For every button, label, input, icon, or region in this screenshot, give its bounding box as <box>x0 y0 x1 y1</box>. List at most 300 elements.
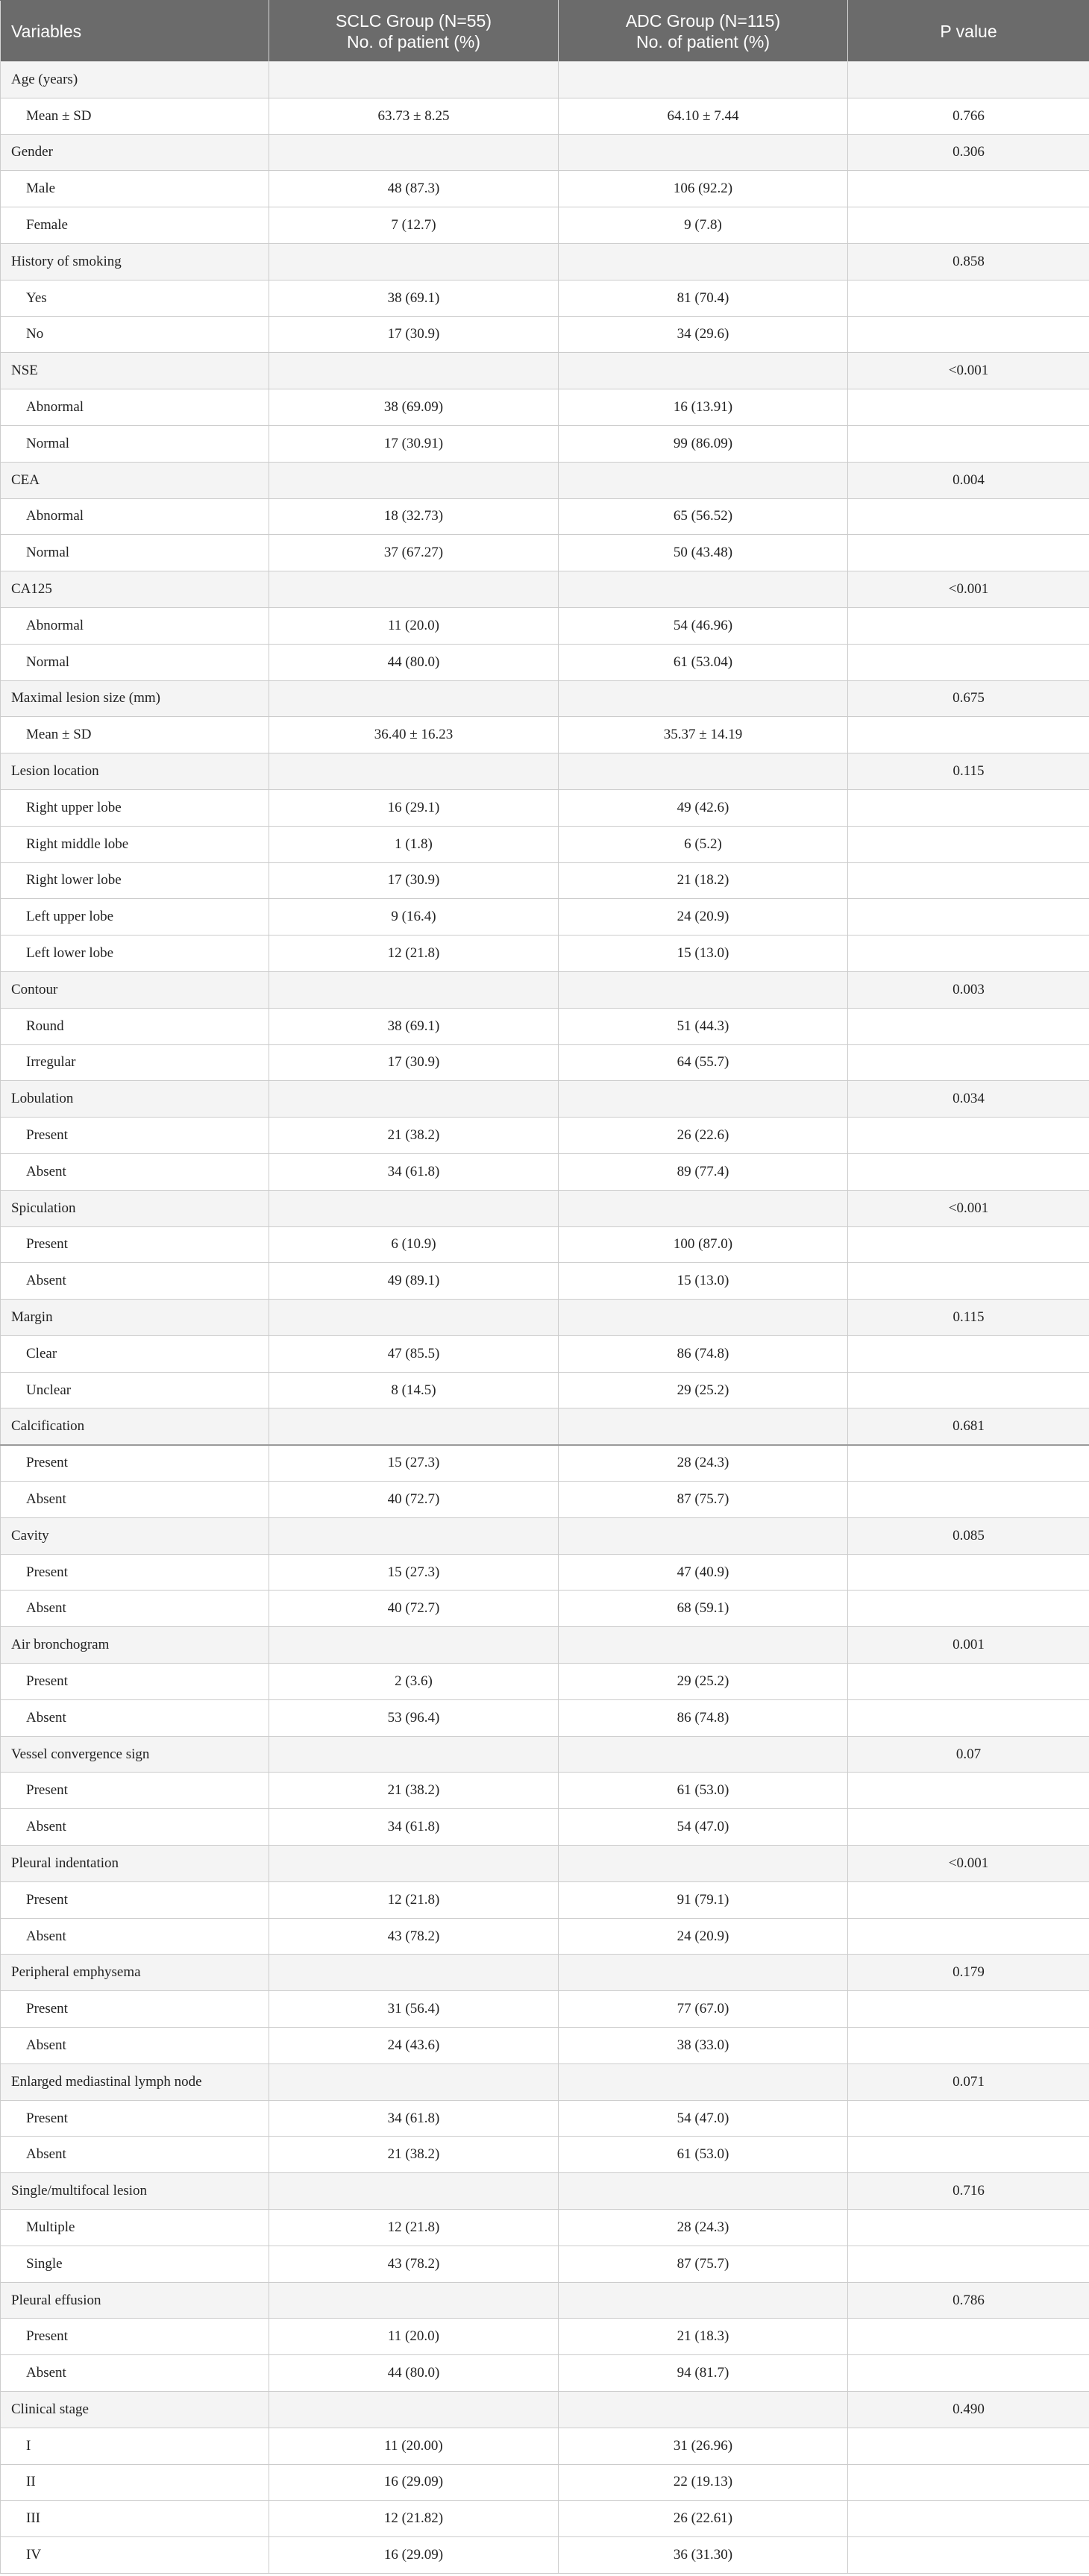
header-sclc-subtitle: No. of patient (%) <box>347 31 480 51</box>
table-row <box>1 425 1089 462</box>
sclc-value-cell: 11 (20.0) <box>269 2319 559 2355</box>
p-value-cell <box>848 2319 1089 2355</box>
sclc-value-cell: 16 (29.09) <box>269 2464 559 2501</box>
table-row <box>1 389 1089 426</box>
table-row <box>1 826 1089 862</box>
p-value-cell <box>848 1044 1089 1081</box>
sclc-value-cell: 44 (80.0) <box>269 2355 559 2392</box>
p-value-cell <box>848 1809 1089 1846</box>
table-row <box>1 498 1089 535</box>
adc-value-cell: 100 (87.0) <box>559 1226 848 1263</box>
p-value-cell <box>848 1591 1089 1627</box>
variable-cell: Right middle lobe <box>1 826 269 862</box>
variable-cell: Peripheral emphysema <box>1 1955 269 1991</box>
sclc-value-cell: 31 (56.4) <box>269 1991 559 2028</box>
table-row <box>1 1554 1089 1591</box>
p-value-cell <box>848 1153 1089 1190</box>
p-value-cell <box>848 1699 1089 1736</box>
p-value-cell <box>848 1773 1089 1809</box>
adc-value-cell: 61 (53.0) <box>559 2137 848 2173</box>
table-row <box>1 936 1089 972</box>
sclc-value-cell <box>269 462 559 498</box>
variable-cell: Age (years) <box>1 62 269 98</box>
sclc-value-cell: 17 (30.9) <box>269 1044 559 1081</box>
category-row <box>1 2173 1089 2210</box>
sclc-value-cell: 2 (3.6) <box>269 1664 559 1700</box>
adc-value-cell: 54 (47.0) <box>559 2100 848 2137</box>
adc-value-cell: 77 (67.0) <box>559 1991 848 2028</box>
header-variables: Variables <box>1 1 269 62</box>
p-value-cell <box>848 1226 1089 1263</box>
category-row <box>1 134 1089 171</box>
table-body <box>1 62 1089 2574</box>
sclc-value-cell: 11 (20.00) <box>269 2428 559 2464</box>
sclc-value-cell <box>269 243 559 280</box>
adc-value-cell: 91 (79.1) <box>559 1881 848 1918</box>
adc-value-cell: 26 (22.6) <box>559 1118 848 1154</box>
table-row <box>1 316 1089 353</box>
category-row <box>1 1300 1089 1336</box>
sclc-value-cell: 21 (38.2) <box>269 2137 559 2173</box>
variable-cell: Margin <box>1 1300 269 1336</box>
sclc-value-cell: 48 (87.3) <box>269 171 559 207</box>
adc-value-cell: 22 (19.13) <box>559 2464 848 2501</box>
variable-cell: Normal <box>1 535 269 571</box>
sclc-value-cell: 38 (69.09) <box>269 389 559 426</box>
adc-value-cell: 94 (81.7) <box>559 2355 848 2392</box>
adc-value-cell: 65 (56.52) <box>559 498 848 535</box>
table-row <box>1 2464 1089 2501</box>
adc-value-cell <box>559 753 848 790</box>
adc-value-cell: 29 (25.2) <box>559 1372 848 1408</box>
sclc-value-cell: 34 (61.8) <box>269 2100 559 2137</box>
variable-cell: Female <box>1 207 269 244</box>
p-value-cell <box>848 862 1089 899</box>
variable-cell: Clear <box>1 1335 269 1372</box>
variable-cell: Present <box>1 1554 269 1591</box>
adc-value-cell <box>559 1846 848 1882</box>
category-row <box>1 2392 1089 2428</box>
sclc-value-cell <box>269 1955 559 1991</box>
p-value-cell <box>848 2210 1089 2246</box>
variable-cell: History of smoking <box>1 243 269 280</box>
table-row <box>1 1372 1089 1408</box>
sclc-value-cell: 24 (43.6) <box>269 2028 559 2064</box>
p-value-cell <box>848 2355 1089 2392</box>
variable-cell: Lesion location <box>1 753 269 790</box>
sclc-value-cell: 6 (10.9) <box>269 1226 559 1263</box>
adc-value-cell: 68 (59.1) <box>559 1591 848 1627</box>
adc-value-cell: 24 (20.9) <box>559 899 848 936</box>
p-value-cell <box>848 1263 1089 1300</box>
header-p-value: P value <box>848 1 1089 62</box>
adc-value-cell <box>559 2063 848 2100</box>
variable-cell: Contour <box>1 971 269 1008</box>
sclc-value-cell: 47 (85.5) <box>269 1335 559 1372</box>
adc-value-cell: 89 (77.4) <box>559 1153 848 1190</box>
category-row <box>1 62 1089 98</box>
variable-cell: Mean ± SD <box>1 98 269 134</box>
variable-cell: Normal <box>1 644 269 680</box>
adc-value-cell: 99 (86.09) <box>559 425 848 462</box>
adc-value-cell: 31 (26.96) <box>559 2428 848 2464</box>
sclc-value-cell: 38 (69.1) <box>269 280 559 316</box>
p-value-cell <box>848 535 1089 571</box>
table-row <box>1 1809 1089 1846</box>
adc-value-cell: 28 (24.3) <box>559 2210 848 2246</box>
category-row <box>1 1736 1089 1773</box>
sclc-value-cell <box>269 753 559 790</box>
adc-value-cell: 16 (13.91) <box>559 389 848 426</box>
p-value-cell <box>848 644 1089 680</box>
variable-cell: Pleural effusion <box>1 2282 269 2319</box>
variable-cell: Irregular <box>1 1044 269 1081</box>
table-row <box>1 789 1089 826</box>
adc-value-cell: 21 (18.3) <box>559 2319 848 2355</box>
category-row <box>1 1627 1089 1664</box>
category-row <box>1 353 1089 389</box>
adc-value-cell: 15 (13.0) <box>559 936 848 972</box>
adc-value-cell: 15 (13.0) <box>559 1263 848 1300</box>
category-row <box>1 2282 1089 2319</box>
table-row <box>1 1044 1089 1081</box>
table-header <box>1 1 1089 62</box>
variable-cell: CEA <box>1 462 269 498</box>
adc-value-cell: 9 (7.8) <box>559 207 848 244</box>
sclc-value-cell <box>269 1517 559 1554</box>
p-value-cell <box>848 1008 1089 1044</box>
p-value-cell: 0.858 <box>848 243 1089 280</box>
adc-value-cell: 34 (29.6) <box>559 316 848 353</box>
adc-value-cell: 87 (75.7) <box>559 1482 848 1518</box>
sclc-value-cell <box>269 571 559 608</box>
p-value-cell <box>848 1118 1089 1154</box>
header-adc-title: ADC Group (N=115) <box>625 10 781 31</box>
table-row <box>1 1773 1089 1809</box>
adc-value-cell <box>559 1736 848 1773</box>
variable-cell: Unclear <box>1 1372 269 1408</box>
adc-value-cell <box>559 1300 848 1336</box>
adc-value-cell <box>559 134 848 171</box>
table-row <box>1 1118 1089 1154</box>
adc-value-cell <box>559 2392 848 2428</box>
variable-cell: Left upper lobe <box>1 899 269 936</box>
sclc-value-cell: 12 (21.8) <box>269 1881 559 1918</box>
variable-cell: Mean ± SD <box>1 717 269 753</box>
table-row <box>1 1591 1089 1627</box>
adc-value-cell <box>559 243 848 280</box>
adc-value-cell <box>559 62 848 98</box>
p-value-cell: 0.306 <box>848 134 1089 171</box>
p-value-cell <box>848 789 1089 826</box>
sclc-value-cell <box>269 2282 559 2319</box>
p-value-cell: 0.766 <box>848 98 1089 134</box>
p-value-cell: 0.675 <box>848 680 1089 717</box>
p-value-cell <box>848 498 1089 535</box>
sclc-value-cell: 38 (69.1) <box>269 1008 559 1044</box>
variable-cell: Present <box>1 1226 269 1263</box>
variable-cell: Right lower lobe <box>1 862 269 899</box>
table-row <box>1 535 1089 571</box>
sclc-value-cell: 34 (61.8) <box>269 1153 559 1190</box>
header-adc-group <box>559 1 848 62</box>
p-value-cell: 0.490 <box>848 2392 1089 2428</box>
variable-cell: No <box>1 316 269 353</box>
adc-value-cell <box>559 1627 848 1664</box>
table-row <box>1 207 1089 244</box>
adc-value-cell: 86 (74.8) <box>559 1699 848 1736</box>
adc-value-cell <box>559 2173 848 2210</box>
p-value-cell: <0.001 <box>848 353 1089 389</box>
table-row <box>1 1226 1089 1263</box>
table-row <box>1 607 1089 644</box>
variable-cell: Absent <box>1 1263 269 1300</box>
p-value-cell <box>848 1482 1089 1518</box>
p-value-cell <box>848 607 1089 644</box>
table-row <box>1 2246 1089 2282</box>
adc-value-cell: 50 (43.48) <box>559 535 848 571</box>
adc-value-cell: 61 (53.0) <box>559 1773 848 1809</box>
p-value-cell: 0.034 <box>848 1081 1089 1118</box>
variable-cell: Abnormal <box>1 607 269 644</box>
adc-value-cell <box>559 571 848 608</box>
variable-cell: Present <box>1 1881 269 1918</box>
p-value-cell: 0.681 <box>848 1408 1089 1445</box>
sclc-value-cell <box>269 971 559 1008</box>
p-value-cell: <0.001 <box>848 1190 1089 1226</box>
adc-value-cell: 106 (92.2) <box>559 171 848 207</box>
sclc-value-cell: 15 (27.3) <box>269 1445 559 1482</box>
variable-cell: I <box>1 2428 269 2464</box>
variable-cell: Right upper lobe <box>1 789 269 826</box>
variable-cell: Abnormal <box>1 498 269 535</box>
variable-cell: Absent <box>1 1809 269 1846</box>
variable-cell: Present <box>1 1773 269 1809</box>
sclc-value-cell: 44 (80.0) <box>269 644 559 680</box>
p-value-cell <box>848 62 1089 98</box>
variable-cell: Enlarged mediastinal lymph node <box>1 2063 269 2100</box>
variable-cell: Multiple <box>1 2210 269 2246</box>
p-value-cell <box>848 2537 1089 2574</box>
category-row <box>1 571 1089 608</box>
sclc-value-cell: 17 (30.9) <box>269 316 559 353</box>
sclc-value-cell: 16 (29.09) <box>269 2537 559 2574</box>
variable-cell: Absent <box>1 2028 269 2064</box>
adc-value-cell: 38 (33.0) <box>559 2028 848 2064</box>
variable-cell: Abnormal <box>1 389 269 426</box>
adc-value-cell: 54 (47.0) <box>559 1809 848 1846</box>
sclc-value-cell: 21 (38.2) <box>269 1118 559 1154</box>
p-value-cell <box>848 207 1089 244</box>
variable-cell: Single/multifocal lesion <box>1 2173 269 2210</box>
p-value-cell <box>848 899 1089 936</box>
header-sclc-group <box>269 1 559 62</box>
adc-value-cell <box>559 680 848 717</box>
p-value-cell <box>848 2137 1089 2173</box>
adc-value-cell: 36 (31.30) <box>559 2537 848 2574</box>
p-value-cell: 0.179 <box>848 1955 1089 1991</box>
variable-cell: Absent <box>1 2137 269 2173</box>
variable-cell: CA125 <box>1 571 269 608</box>
table-row <box>1 1881 1089 1918</box>
variable-cell: Male <box>1 171 269 207</box>
sclc-value-cell: 17 (30.9) <box>269 862 559 899</box>
category-row <box>1 1190 1089 1226</box>
adc-value-cell: 64 (55.7) <box>559 1044 848 1081</box>
variable-cell: Pleural indentation <box>1 1846 269 1882</box>
category-row <box>1 1955 1089 1991</box>
p-value-cell: 0.07 <box>848 1736 1089 1773</box>
variable-cell: Present <box>1 1991 269 2028</box>
adc-value-cell: 54 (46.96) <box>559 607 848 644</box>
p-value-cell <box>848 2100 1089 2137</box>
p-value-cell <box>848 1445 1089 1482</box>
category-row <box>1 753 1089 790</box>
sclc-value-cell <box>269 2392 559 2428</box>
p-value-cell: 0.071 <box>848 2063 1089 2100</box>
sclc-value-cell: 7 (12.7) <box>269 207 559 244</box>
variable-cell: Air bronchogram <box>1 1627 269 1664</box>
adc-value-cell <box>559 1517 848 1554</box>
adc-value-cell: 47 (40.9) <box>559 1554 848 1591</box>
variable-cell: Gender <box>1 134 269 171</box>
p-value-cell: 0.716 <box>848 2173 1089 2210</box>
p-value-cell <box>848 1372 1089 1408</box>
adc-value-cell: 51 (44.3) <box>559 1008 848 1044</box>
p-value-cell: <0.001 <box>848 1846 1089 1882</box>
table-row <box>1 1699 1089 1736</box>
table-row <box>1 171 1089 207</box>
table-row <box>1 98 1089 134</box>
table-row <box>1 1335 1089 1372</box>
sclc-value-cell: 53 (96.4) <box>269 1699 559 1736</box>
variable-cell: Normal <box>1 425 269 462</box>
header-sclc-title: SCLC Group (N=55) <box>336 10 492 31</box>
sclc-value-cell <box>269 2063 559 2100</box>
adc-value-cell: 6 (5.2) <box>559 826 848 862</box>
sclc-value-cell: 8 (14.5) <box>269 1372 559 1408</box>
adc-value-cell <box>559 1955 848 1991</box>
adc-value-cell: 86 (74.8) <box>559 1335 848 1372</box>
p-value-cell <box>848 2464 1089 2501</box>
sclc-value-cell: 40 (72.7) <box>269 1591 559 1627</box>
adc-value-cell: 28 (24.3) <box>559 1445 848 1482</box>
header-adc-subtitle: No. of patient (%) <box>636 31 770 51</box>
table-row <box>1 1482 1089 1518</box>
p-value-cell: <0.001 <box>848 571 1089 608</box>
p-value-cell <box>848 2246 1089 2282</box>
sclc-value-cell <box>269 353 559 389</box>
variable-cell: III <box>1 2501 269 2537</box>
adc-value-cell: 29 (25.2) <box>559 1664 848 1700</box>
sclc-value-cell <box>269 1627 559 1664</box>
p-value-cell: 0.115 <box>848 753 1089 790</box>
table-row <box>1 2100 1089 2137</box>
table-row <box>1 1918 1089 1955</box>
sclc-value-cell: 9 (16.4) <box>269 899 559 936</box>
sclc-value-cell: 43 (78.2) <box>269 1918 559 1955</box>
table-row <box>1 1445 1089 1482</box>
category-row <box>1 2063 1089 2100</box>
variable-cell: Calcification <box>1 1408 269 1445</box>
sclc-value-cell <box>269 1846 559 1882</box>
variable-cell: Left lower lobe <box>1 936 269 972</box>
variable-cell: Present <box>1 2100 269 2137</box>
sclc-value-cell: 43 (78.2) <box>269 2246 559 2282</box>
sclc-value-cell <box>269 1736 559 1773</box>
variable-cell: Absent <box>1 2355 269 2392</box>
variable-cell: NSE <box>1 353 269 389</box>
table-row <box>1 1153 1089 1190</box>
adc-value-cell: 87 (75.7) <box>559 2246 848 2282</box>
p-value-cell: 0.085 <box>848 1517 1089 1554</box>
variable-cell: Clinical stage <box>1 2392 269 2428</box>
p-value-cell <box>848 1918 1089 1955</box>
p-value-cell <box>848 936 1089 972</box>
category-row <box>1 1408 1089 1445</box>
adc-value-cell: 26 (22.61) <box>559 2501 848 2537</box>
table-row <box>1 2537 1089 2574</box>
sclc-value-cell: 34 (61.8) <box>269 1809 559 1846</box>
p-value-cell <box>848 1554 1089 1591</box>
category-row <box>1 1081 1089 1118</box>
sclc-value-cell <box>269 2173 559 2210</box>
sclc-value-cell: 1 (1.8) <box>269 826 559 862</box>
table-row <box>1 644 1089 680</box>
variable-cell: Spiculation <box>1 1190 269 1226</box>
adc-value-cell <box>559 971 848 1008</box>
table-row <box>1 1664 1089 1700</box>
category-row <box>1 1517 1089 1554</box>
adc-value-cell <box>559 2282 848 2319</box>
category-row <box>1 971 1089 1008</box>
variable-cell: Absent <box>1 1153 269 1190</box>
table-row <box>1 899 1089 936</box>
sclc-value-cell: 16 (29.1) <box>269 789 559 826</box>
sclc-value-cell: 11 (20.0) <box>269 607 559 644</box>
p-value-cell <box>848 2501 1089 2537</box>
p-value-cell <box>848 2428 1089 2464</box>
adc-value-cell <box>559 353 848 389</box>
variable-cell: Single <box>1 2246 269 2282</box>
variable-cell: Present <box>1 1118 269 1154</box>
p-value-cell: 0.004 <box>848 462 1089 498</box>
variable-cell: Round <box>1 1008 269 1044</box>
variable-cell: Present <box>1 2319 269 2355</box>
variable-cell: Cavity <box>1 1517 269 1554</box>
sclc-value-cell: 17 (30.91) <box>269 425 559 462</box>
variable-cell: Present <box>1 1445 269 1482</box>
p-value-cell: 0.001 <box>848 1627 1089 1664</box>
adc-value-cell: 35.37 ± 14.19 <box>559 717 848 753</box>
table-row <box>1 1263 1089 1300</box>
category-row <box>1 243 1089 280</box>
p-value-cell <box>848 389 1089 426</box>
variable-cell: Absent <box>1 1591 269 1627</box>
table-row <box>1 2355 1089 2392</box>
adc-value-cell <box>559 1408 848 1445</box>
p-value-cell <box>848 826 1089 862</box>
p-value-cell <box>848 1335 1089 1372</box>
sclc-value-cell <box>269 62 559 98</box>
variable-cell: Absent <box>1 1699 269 1736</box>
adc-value-cell <box>559 1081 848 1118</box>
p-value-cell <box>848 280 1089 316</box>
sclc-value-cell <box>269 1300 559 1336</box>
adc-value-cell: 61 (53.04) <box>559 644 848 680</box>
variable-cell: Yes <box>1 280 269 316</box>
p-value-cell <box>848 316 1089 353</box>
